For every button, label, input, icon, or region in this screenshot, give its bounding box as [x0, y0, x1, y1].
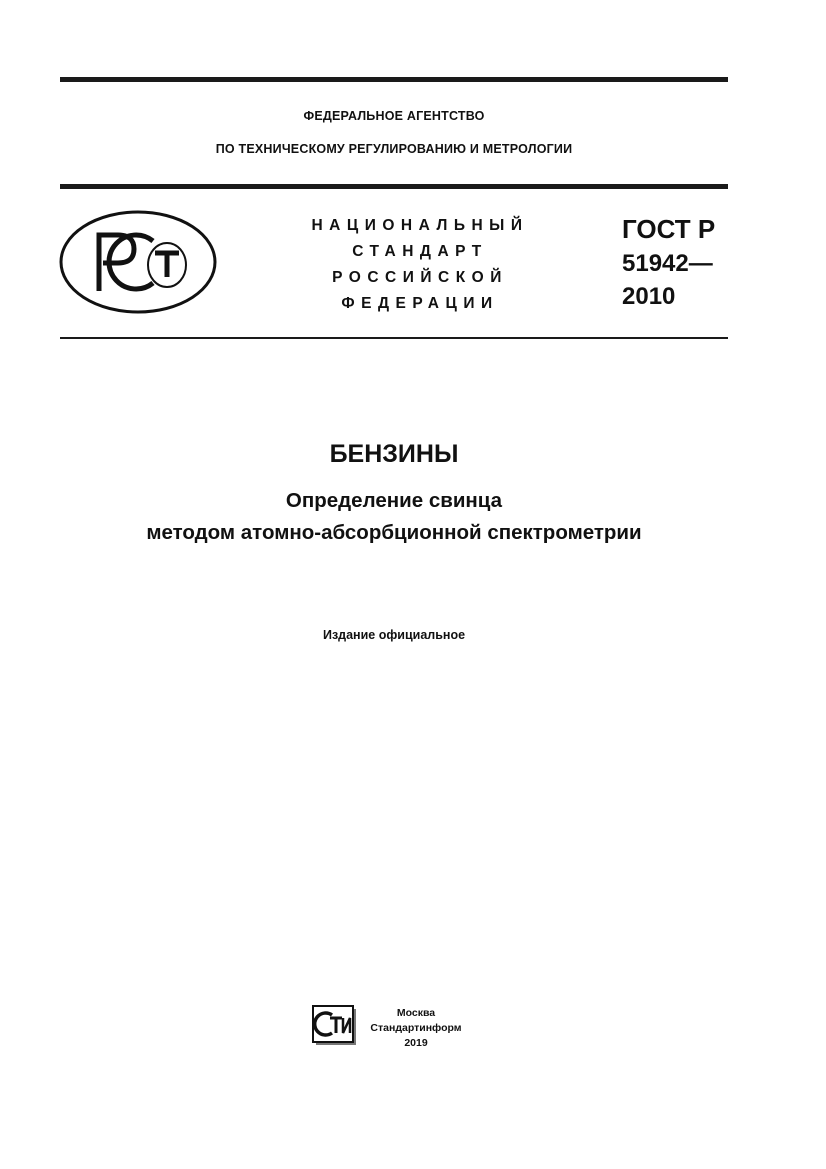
agency-line-2: ПО ТЕХНИЧЕСКОМУ РЕГУЛИРОВАНИЮ И МЕТРОЛОГИИ: [215, 142, 573, 156]
standard-line-4: ФЕДЕРАЦИИ: [341, 295, 499, 312]
document-title: БЕНЗИНЫ: [329, 440, 459, 468]
document-subtitle-line-1: Определение свинца: [285, 489, 503, 512]
standartinform-logo-icon: [312, 1005, 358, 1047]
header-bottom-rule: [60, 337, 728, 339]
top-rule: [60, 77, 728, 82]
standard-line-3: РОССИЙСКОЙ: [332, 269, 508, 286]
standard-line-2: СТАНДАРТ: [352, 243, 488, 260]
document-subtitle-line-2: методом атомно-абсорбционной спектрометрии: [146, 521, 642, 544]
middle-rule: [60, 184, 728, 189]
standard-line-1: НАЦИОНАЛЬНЫЙ: [311, 217, 529, 234]
rst-certification-mark-icon: [58, 209, 218, 315]
publisher-name: Стандартинформ: [370, 1022, 462, 1034]
publication-year: 2019: [404, 1037, 428, 1049]
publisher-city: Москва: [396, 1007, 436, 1019]
standard-code-line-3: 2010: [622, 283, 676, 310]
agency-line-1: ФЕДЕРАЛЬНОЕ АГЕНТСТВО: [303, 109, 485, 123]
standard-code-line-2: 51942—: [622, 250, 713, 277]
standard-code-line-1: ГОСТ Р: [622, 214, 716, 244]
edition-note: Издание официальное: [322, 628, 466, 642]
